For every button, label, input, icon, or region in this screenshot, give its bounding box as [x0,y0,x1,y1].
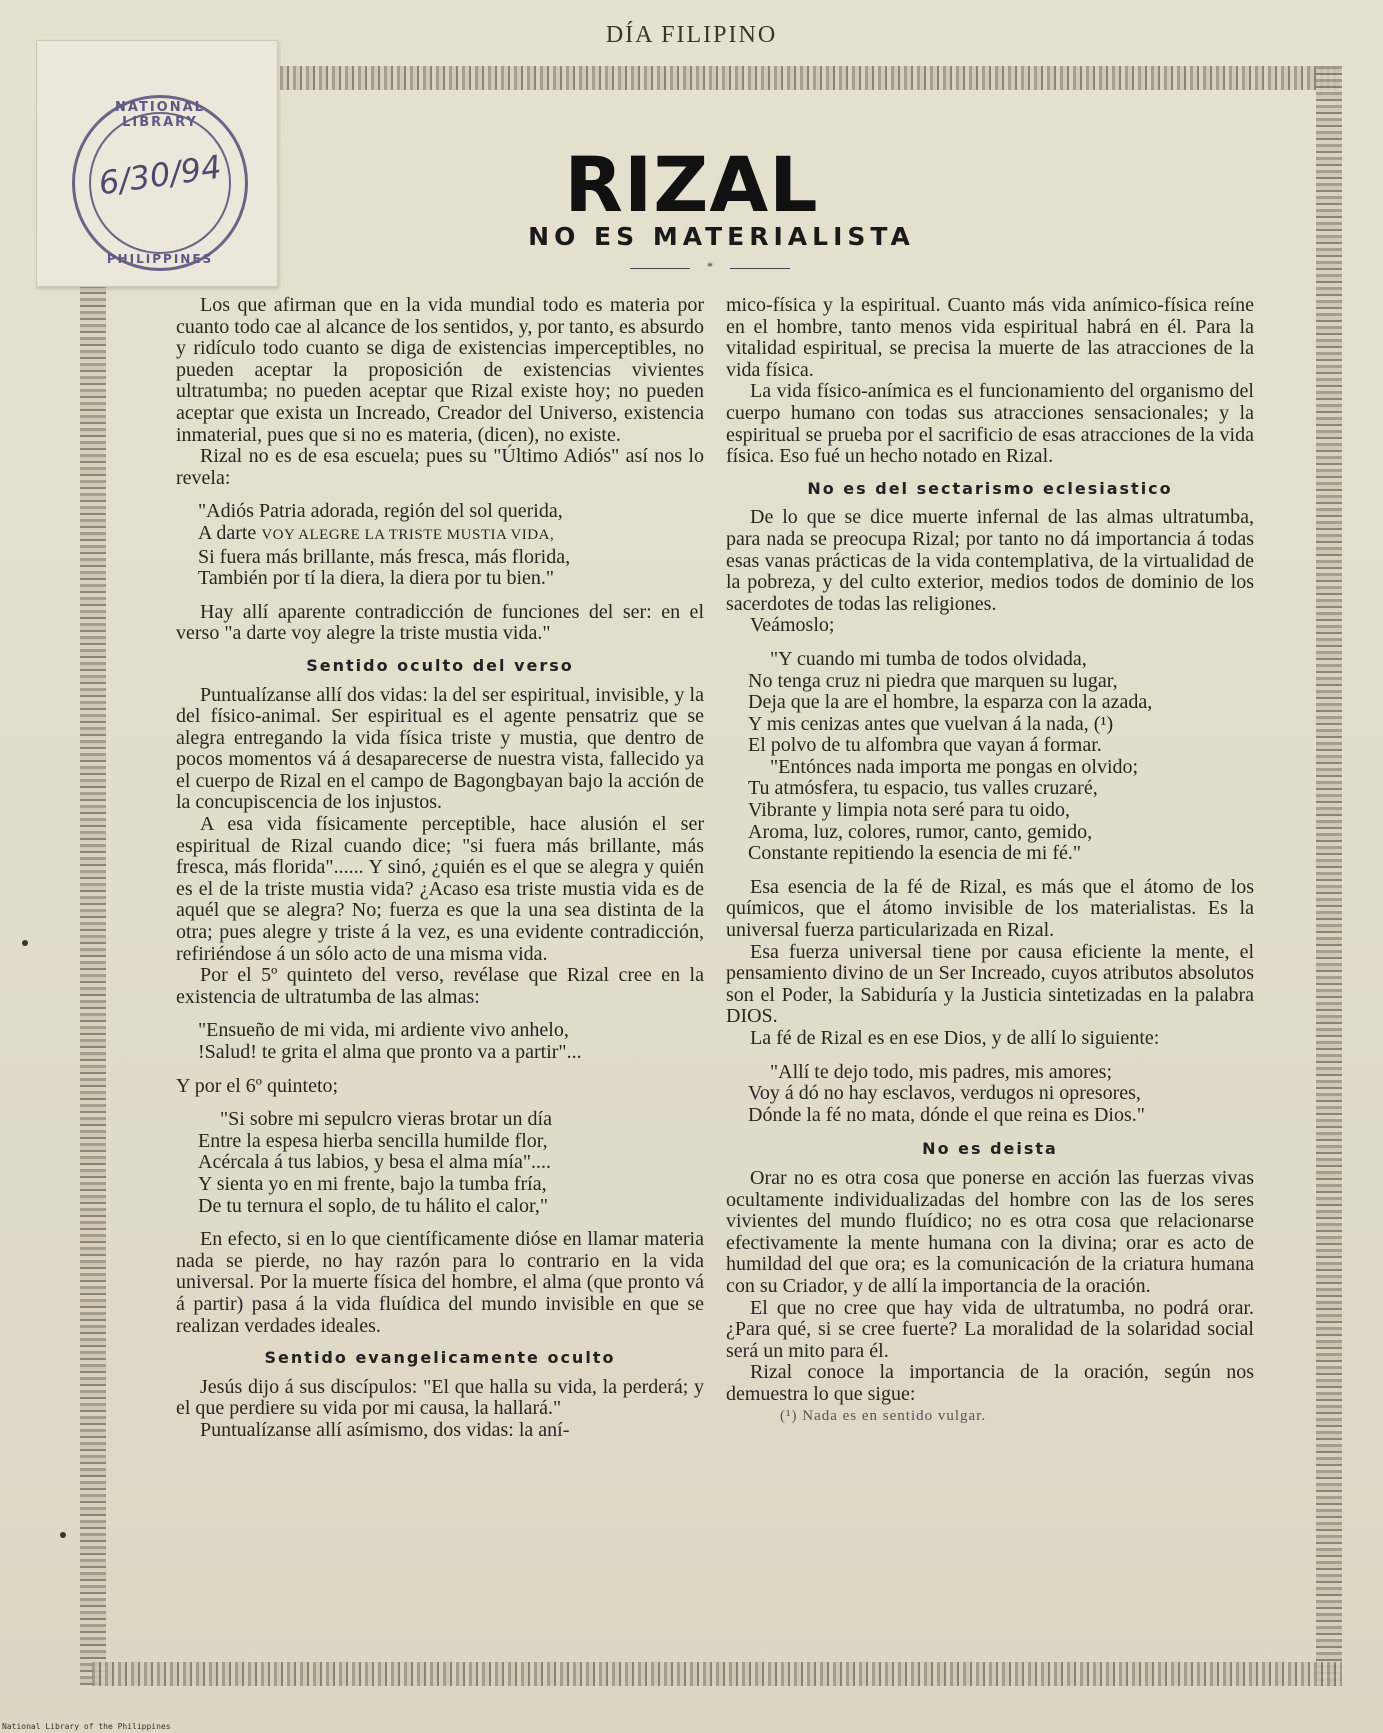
verse-line: Si fuera más brillante, más fresca, más florida, [198,545,571,568]
paragraph: Jesús dijo á sus discípulos: "El que halla su vida, la perderá; y el que perdiere su vida por mi causa, la hallará." [176,1375,704,1420]
paragraph: De lo que se dice muerte infernal de las almas ultratumba, para nada se preocupa Rizal; por tanto no dá importancia á todas esas vanas prácticas de la vida contemplativa, de la virtualidad de la pobreza, y del culto exterior, medios todos de dominio de los sacerdotes de todas las religiones. [726,506,1254,615]
verse-line: "Entónces nada importa me pongas en olvido; [770,755,1139,778]
left-column [176,295,704,1442]
margin-speck [22,940,28,946]
paragraph: La vida físico-anímica es el funcionamiento del organismo del cuerpo humano con todas sus atracciones sensacionales; y la espiritual se prueba por el sacrificio de esas atracciones de la vida física. Eso fué un hecho notado en Rizal. [726,380,1254,468]
paragraph: Rizal no es de esa escuela; pues su "Último Adiós" así nos lo revela: [176,445,704,489]
paragraph: La fé de Rizal es en ese Dios, y de allí lo siguiente: [750,1027,1160,1049]
verse-line: "Si sobre mi sepulcro vieras brotar un día [220,1108,552,1131]
verse-block [198,1020,704,1063]
section-heading: No es deista [922,1139,1058,1159]
verse-line: "Allí te dejo todo, mis padres, mis amores; [770,1060,1113,1083]
paragraph: Rizal conoce la importancia de la oración, según nos demuestra lo que sigue: [726,1361,1254,1405]
verse-block [748,649,1254,865]
paragraph: Puntualízanse allí asímismo, dos vidas: la aní- [200,1418,570,1441]
verse-line: Acércala á tus labios, y besa el alma mía".... [198,1151,552,1174]
paragraph: Hay allí aparente contradicción de funciones del ser: en el verso "a darte voy alegre la triste mustia vida." [176,600,704,645]
verse-line-start: A darte [198,521,262,544]
ornament-rule-right [730,268,790,269]
ornament-rule-left [630,268,690,269]
verse-line [198,523,704,547]
verse-line: No tenga cruz ni piedra que marquen su lugar, [748,669,1118,692]
article-title: RIZAL [564,140,819,229]
margin-speck [60,1532,66,1538]
verse-line: "Y cuando mi tumba de todos olvidada, [770,647,1087,670]
verse-line: !Salud! te grita el alma que pronto va a partir"... [198,1041,582,1063]
decorative-border-right [1316,66,1342,1686]
scan-credit: National Library of the Philippines [2,1722,171,1731]
verse-line: Entre la espesa hierba sencilla humilde flor, [198,1129,548,1152]
decorative-border-left [80,285,106,1685]
paragraph: A esa vida físicamente perceptible, hace alusión el ser espiritual de Rizal cuando dice; "si fuera más brillante, más fresca, más florida"...... Y sinó, ¿quién es el que se alegra y quién es el de la triste mustia vida? ¿Acaso esa triste mustia vida es de aquél que se alegra? No; fuerza es que la una sea distinta de la otra; pues alegre y triste á la vez, es una evidente contradicción, refiriéndose á un sólo acto de una misma vida. [176,813,704,965]
paragraph: Esa fuerza universal tiene por causa eficiente la mente, el pensamiento divino de un Ser Increado, cuyos atributos absolutos son el Poder, la Sabiduría y la Justicia sintetizadas en la palabra DIOS. [726,940,1254,1028]
verse-line: Deja que la are el hombre, la esparza con la azada, [748,691,1153,714]
verse-block [198,1109,704,1217]
decorative-border-top [280,66,1340,90]
article-subtitle: NO ES MATERIALISTA [528,222,915,251]
stamp-top-text: NATIONAL LIBRARY [115,100,205,130]
verse-line: Aroma, luz, colores, rumor, canto, gemido, [748,820,1093,843]
paragraph: Esa esencia de la fé de Rizal, es más que el átomo de los químicos, que el átomo invisible de los materialistas. Es la universal fuerza particularizada en Rizal. [726,875,1254,942]
title-ornament [630,259,790,276]
stamp-bottom-text: PHILIPPINES [106,252,214,266]
verse-line: También por tí la diera, la diera por tu bien." [198,567,555,590]
paragraph: Por el 5º quinteto del verso, revélase que Rizal cree en la existencia de ultratumba de las almas: [176,964,704,1008]
paragraph: Orar no es otra cosa que ponerse en acción las fuerzas vivas ocultamente individualizadas del hombre con las de los seres vivientes del mundo fluídico; no es otra cosa que relacionarse efectivamente la mente humana con la divina; orar es acto de humildad del que ora; es la comunicación de la criatura humana con su Criador, y de allí la importancia de la oración. [726,1166,1254,1297]
verse-line-smallcaps: VOY ALEGRE LA TRISTE MUSTIA VIDA, [261,526,555,543]
verse-line: "Ensueño de mi vida, mi ardiente vivo anhelo, [198,1019,569,1042]
verse-line: Y sienta yo en mi frente, bajo la tumba fría, [198,1172,547,1195]
verse-line: Tu atmósfera, tu espacio, tus valles cruzaré, [748,777,1098,800]
paragraph: mico-física y la espiritual. Cuanto más vida anímico-física reíne en el hombre, tanto menos vida espiritual habrá en él. Para la vitalidad espiritual, se precisa la muerte de las atracciones de la vida física. [726,294,1254,381]
paragraph: Y por el 6º quinteto; [176,1074,339,1097]
verse-line: Dónde la fé no mata, dónde el que reina es Dios." [748,1103,1145,1126]
verse-line: El polvo de tu alfombra que vayan á formar. [748,734,1102,757]
paragraph: En efecto, si en lo que científicamente dióse en llamar materia nada se pierde, no hay razón para lo contrario en la vida universal. Por la muerte física del hombre, el alma (que pronto vá á partir) pasa á la vida fluídica del mundo invisible en que se realizan verdades ideales. [176,1228,704,1337]
paragraph: Puntualízanse allí dos vidas: la del ser espiritual, invisible, y la del físico-animal. Ser espiritual es el agente pensatriz que se alegra entregando la vida física triste y mustia, que dentro de pocos momentos vá á desaparecerse de nuestra vista, fallecido ya el cuerpo de Rizal en el campo de Bagongbayan bajo la acción de la concupiscencia de los injustos. [176,683,704,814]
section-heading: Sentido oculto del verso [306,655,574,675]
section-heading: No es del sectarismo eclesiastico [807,478,1173,498]
ornament-asterisk: * [707,259,713,273]
decorative-border-bottom [92,1662,1342,1686]
verse-block [748,1062,1254,1127]
verse-line: De tu ternura el soplo, de tu hálito el calor," [198,1194,549,1217]
section-heading: Sentido evangelicamente oculto [264,1348,616,1368]
verse-line: Vibrante y limpia nota seré para tu oido, [748,799,1071,822]
verse-line: Voy á dó no hay esclavos, verdugos ni opresores, [748,1082,1141,1105]
verse-line: Y mis cenizas antes que vuelvan á la nada, (¹) [748,712,1114,735]
stamp-date: 6/30/94 [96,147,224,203]
right-column [726,295,1254,1427]
footnote: (¹) Nada es en sentido vulgar. [780,1407,987,1424]
verse-line: Constante repitiendo la esencia de mi fé." [748,842,1082,865]
paragraph: Los que afirman que en la vida mundial todo es materia por cuanto todo cae al alcance de los sentidos, y, por tanto, es absurdo y ridículo todo cuanto se diga de existencias imperceptibles, no pueden aceptar la proposición de existencias vivientes ultratumba; no pueden aceptar que Rizal existe hoy; no pueden aceptar que exista un Increado, Creador del Universo, existencia inmaterial, pues que si no es materia, (dicen), no existe. [176,294,704,446]
verse-line: "Adiós Patria adorada, región del sol querida, [198,500,563,523]
paragraph: Veámoslo; [750,614,835,637]
running-head: DÍA FILIPINO [605,22,778,48]
verse-block [198,501,704,589]
paragraph: El que no cree que hay vida de ultratumba, no podrá orar. ¿Para qué, si se cree fuerte? La moralidad de la solaridad social será un mito para él. [726,1296,1254,1362]
